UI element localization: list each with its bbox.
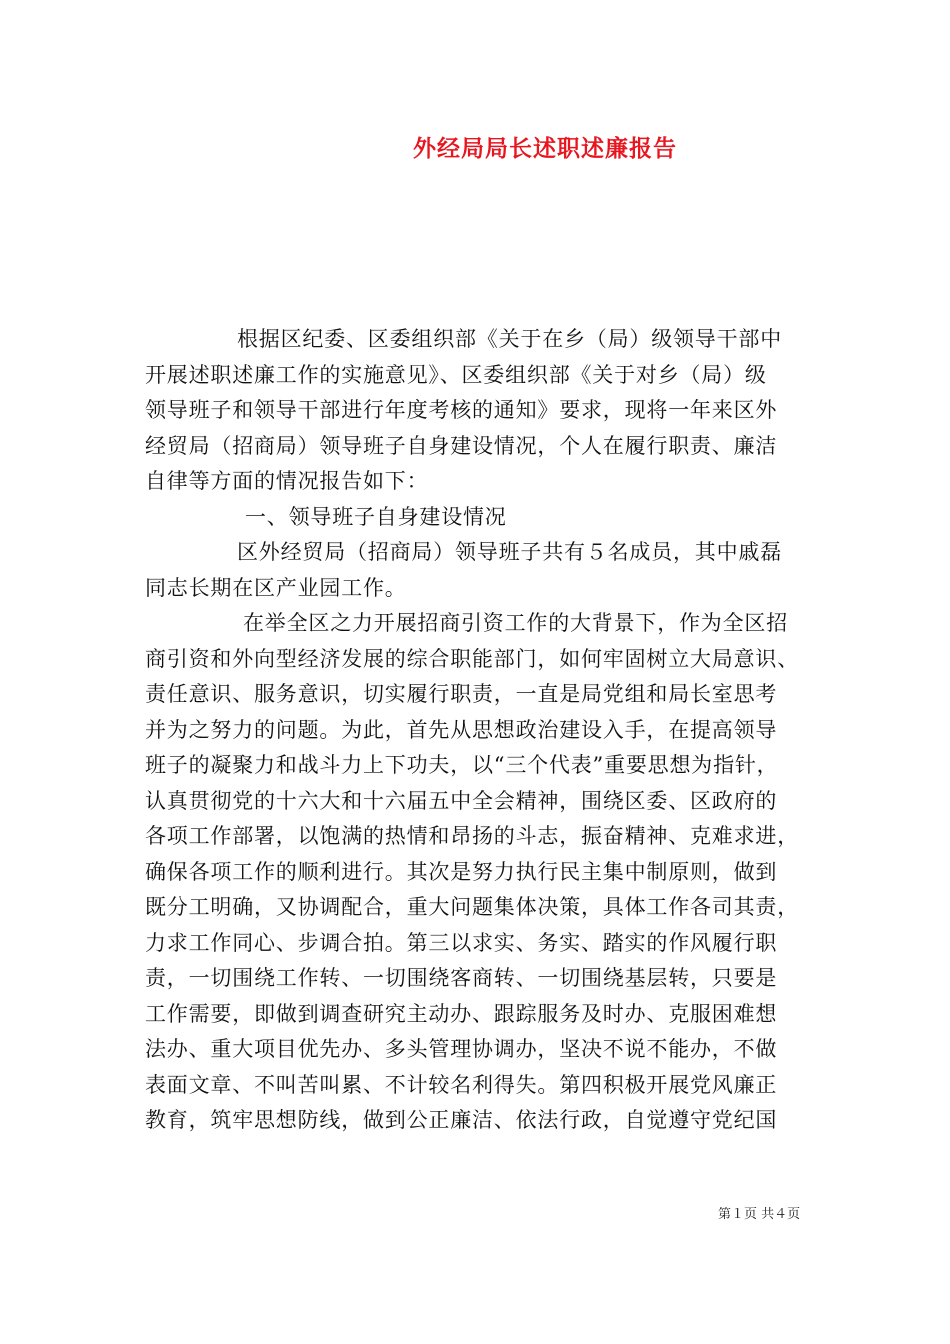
body-line: 并为之努力的问题。为此，首先从思想政治建设入手，在提高领导 [145, 717, 778, 742]
body-line: 各项工作部署，以饱满的热情和昂扬的斗志，振奋精神、克难求进， [145, 824, 799, 848]
body-line: 商引资和外向型经济发展的综合职能部门，如何牢固树立大局意识、 [145, 646, 799, 671]
body-line: 班子的凝聚力和战斗力上下功夫，以“三个代表”重要思想为指针， [145, 753, 779, 777]
body-line: 表面文章、不叫苦叫累、不计较名利得失。第四积极开展党风廉正 [145, 1072, 778, 1097]
body-line: 区外经贸局（招商局）领导班子共有５名成员，其中戚磊 [237, 540, 782, 564]
page-number: 第１页 共４页 [718, 1207, 801, 1222]
body-line: 在举全区之力开展招商引资工作的大背景下，作为全区招 [243, 611, 788, 635]
body-line: 根据区纪委、区委组织部《关于在乡（局）级领导干部中 [237, 327, 782, 351]
body-line: 自律等方面的情况报告如下： [145, 469, 429, 493]
body-line: 工作需要，即做到调查研究主动办、跟踪服务及时办、克服困难想 [145, 1001, 778, 1026]
body-line: 教育，筑牢思想防线，做到公正廉洁、依法行政，自觉遵守党纪国 [145, 1108, 778, 1132]
body-line: 开展述职述廉工作的实施意见》、区委组织部《关于对乡（局）级 [145, 362, 767, 387]
body-line: 认真贯彻党的十六大和十六届五中全会精神，围绕区委、区政府的 [145, 788, 778, 813]
body-line: 责，一切围绕工作转、一切围绕客商转、一切围绕基层转，只要是 [145, 966, 778, 990]
body-line: 力求工作同心、步调合拍。第三以求实、务实、踏实的作风履行职 [145, 930, 778, 955]
body-line: 同志长期在区产业园工作。 [145, 575, 407, 600]
body-line: 确保各项工作的顺利进行。其次是努力执行民主集中制原则，做到 [145, 859, 778, 884]
body-line: 责任意识、服务意识，切实履行职责，一直是局党组和局长室思考 [145, 682, 778, 706]
body-line: 领导班子和领导干部进行年度考核的通知》要求，现将一年来区外 [145, 398, 778, 422]
document-body [145, 322, 815, 1139]
body-line: 法办、重大项目优先办、多头管理协调办，坚决不说不能办，不做 [145, 1037, 778, 1061]
document-title: 外经局局长述职述廉报告 [413, 135, 677, 162]
body-line: 经贸局（招商局）领导班子自身建设情况，个人在履行职责、廉洁 [145, 433, 778, 458]
body-line: 既分工明确，又协调配合，重大问题集体决策，具体工作各司其责， [145, 895, 799, 919]
body-line: 一、领导班子自身建设情况 [245, 504, 507, 529]
